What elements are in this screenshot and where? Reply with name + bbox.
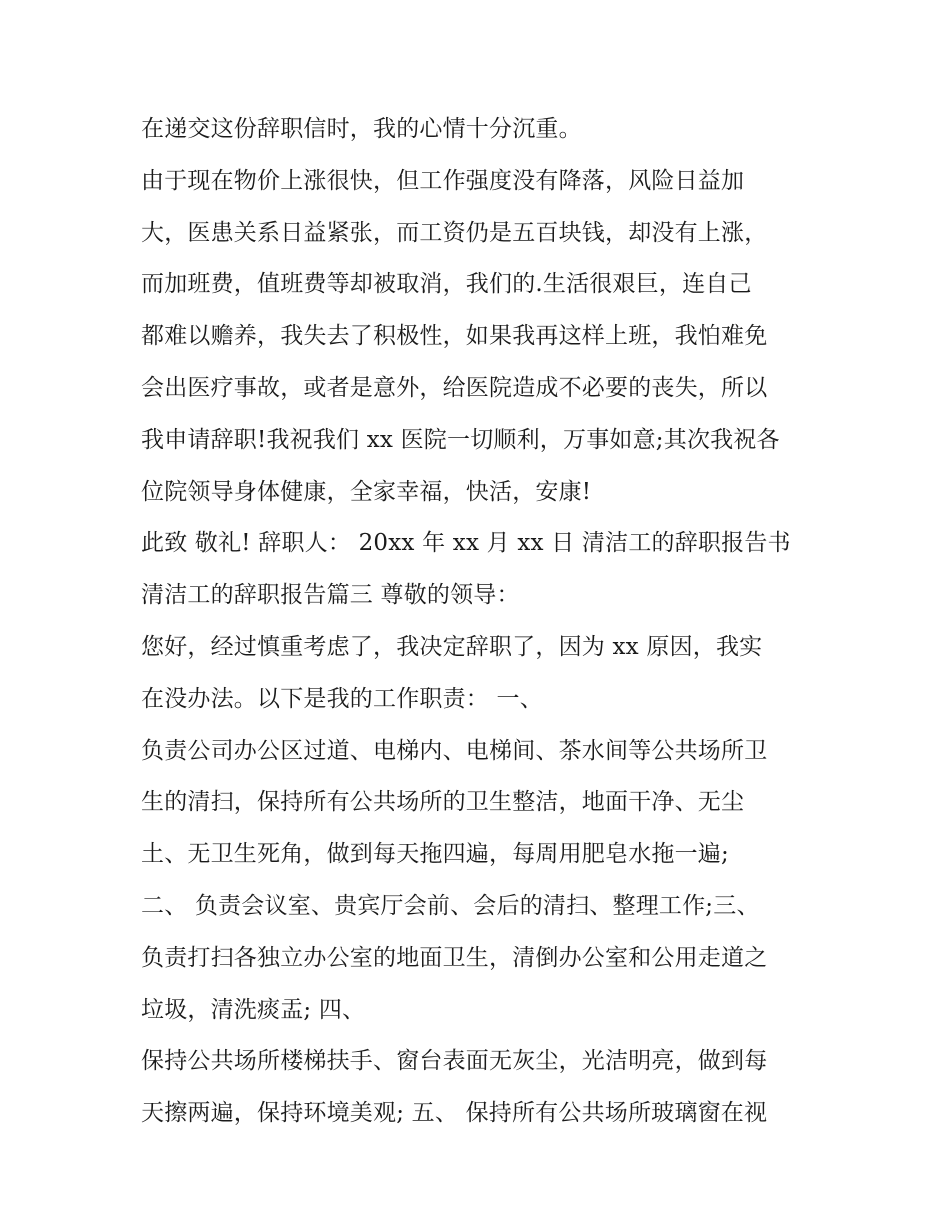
text-line: 在没办法。以下是我的工作职责： 一、 xyxy=(141,685,543,712)
text-line: 此致 敬礼! 辞职人： 20xx 年 xx 月 xx 日 清洁工的辞职报告书 xyxy=(141,530,791,557)
text-line: 负责打扫各独立办公室的地面卫生，清倒办公室和公用走道之 xyxy=(141,944,768,971)
text-line: 生的清扫，保持所有公共场所的卫生整洁，地面干净、无尘 xyxy=(141,789,745,816)
text-line: 二、 负责会议室、贵宾厅会前、会后的清扫、整理工作;三、 xyxy=(141,892,760,919)
text-line: 都难以赡养，我失去了积极性，如果我再这样上班，我怕难免 xyxy=(141,323,768,350)
text-line: 位院领导身体健康，全家幸福，快活，安康! xyxy=(141,478,592,505)
text-line: 负责公司办公区过道、电梯内、电梯间、茶水间等公共场所卫 xyxy=(141,737,768,764)
text-line: 保持公共场所楼梯扶手、窗台表面无灰尘，光洁明亮，做到每 xyxy=(141,1048,768,1075)
text-line: 而加班费，值班费等却被取消，我们的.生活很艰巨，连自己 xyxy=(141,271,752,298)
text-line: 会出医疗事故，或者是意外，给医院造成不必要的丧失，所以 xyxy=(141,374,768,401)
text-line: 垃圾，清洗痰盂; 四、 xyxy=(141,996,366,1023)
text-line: 您好，经过慎重考虑了，我决定辞职了，因为 xx 原因，我实 xyxy=(141,633,763,660)
text-line: 清洁工的辞职报告篇三 尊敬的领导： xyxy=(141,582,520,609)
text-line: 由于现在物价上涨很快，但工作强度没有降落，风险日益加 xyxy=(141,167,745,194)
text-line: 天擦两遍，保持环境美观; 五、 保持所有公共场所玻璃窗在视 xyxy=(141,1100,768,1127)
text-line: 在递交这份辞职信时，我的心情十分沉重。 xyxy=(141,116,582,142)
document-body xyxy=(141,107,831,1143)
text-line: 土、无卫生死角，做到每天拖四遍，每周用肥皂水拖一遍; xyxy=(141,841,729,868)
text-line: 我申请辞职!我祝我们 xx 医院一切顺利，万事如意;其次我祝各 xyxy=(141,426,780,453)
text-line: 大，医患关系日益紧张，而工资仍是五百块钱，却没有上涨， xyxy=(141,219,768,246)
